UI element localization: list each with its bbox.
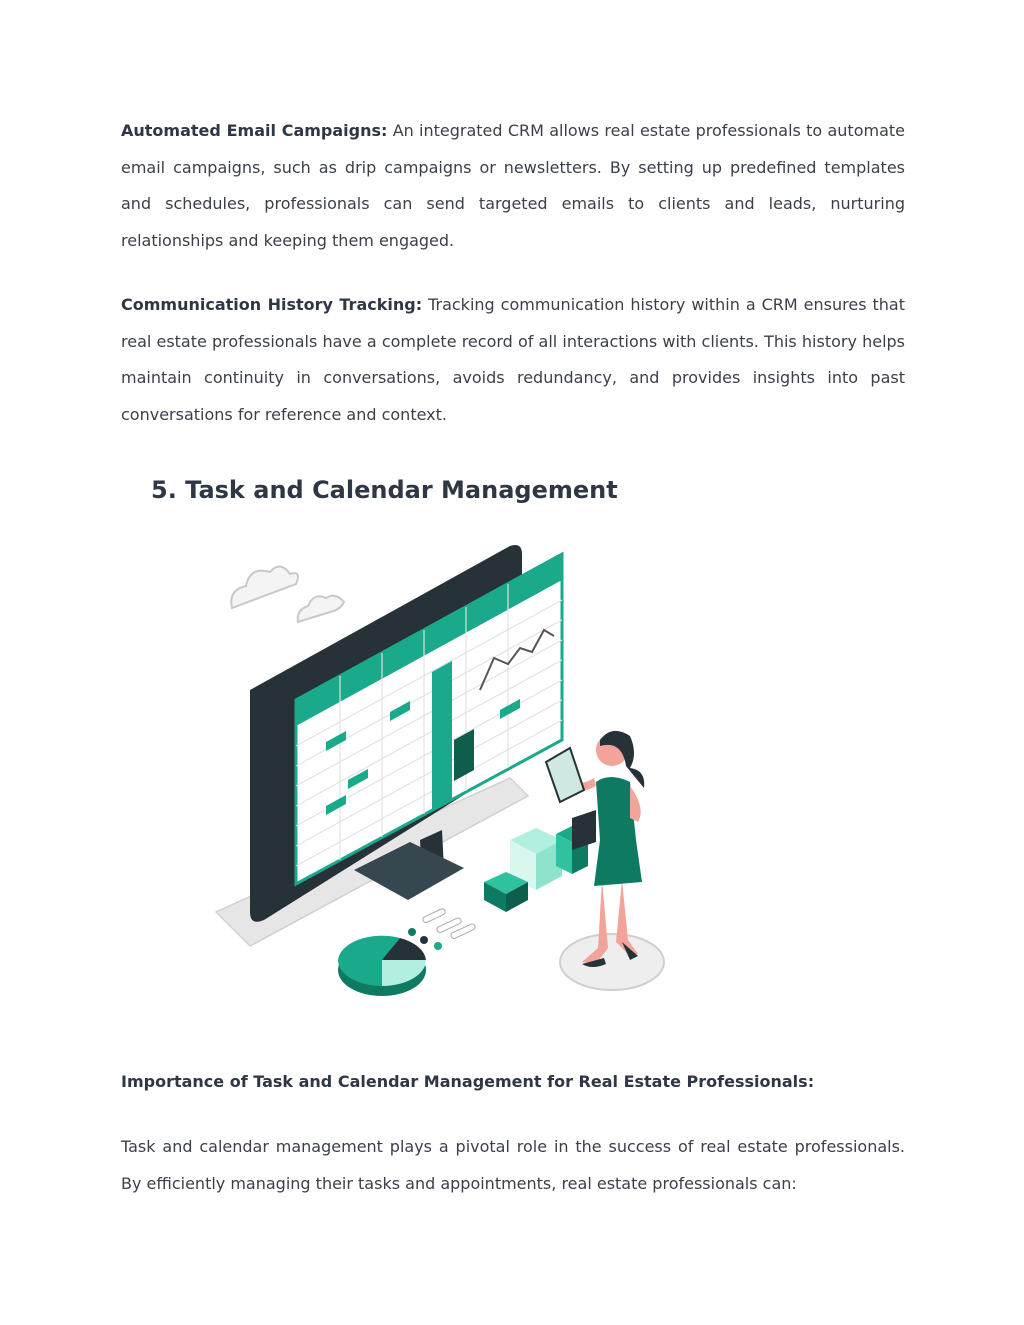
automated-email-lead: Automated Email Campaigns: xyxy=(121,121,388,140)
communication-history-body: Tracking communication history within a CRM ensures that real estate professionals have a complete record of all interactions with clients. This history helps maintain continuity in conversations, avoids redundancy, and provides insights into past conversations for reference and context. xyxy=(121,295,905,424)
automated-email-paragraph xyxy=(121,113,905,259)
communication-history-paragraph xyxy=(121,287,905,433)
importance-body: Task and calendar management plays a pivotal role in the success of real estate professionals. By efficiently managing their tasks and appointments, real estate professionals can: xyxy=(121,1137,905,1193)
cloud-icon xyxy=(231,566,298,608)
task-calendar-illustration xyxy=(210,540,680,1010)
importance-title: Importance of Task and Calendar Management for Real Estate Professionals: xyxy=(121,1072,815,1091)
automated-email-body: An integrated CRM allows real estate professionals to automate email campaigns, such as drip campaigns or newsletters. By setting up predefined templates and schedules, professionals can send targeted emails to clients and leads, nurturing relationships and keeping them engaged. xyxy=(121,121,905,250)
cloud-icon xyxy=(298,596,344,622)
communication-history-lead: Communication History Tracking: xyxy=(121,295,423,314)
section-heading: 5. Task and Calendar Management xyxy=(151,476,618,504)
